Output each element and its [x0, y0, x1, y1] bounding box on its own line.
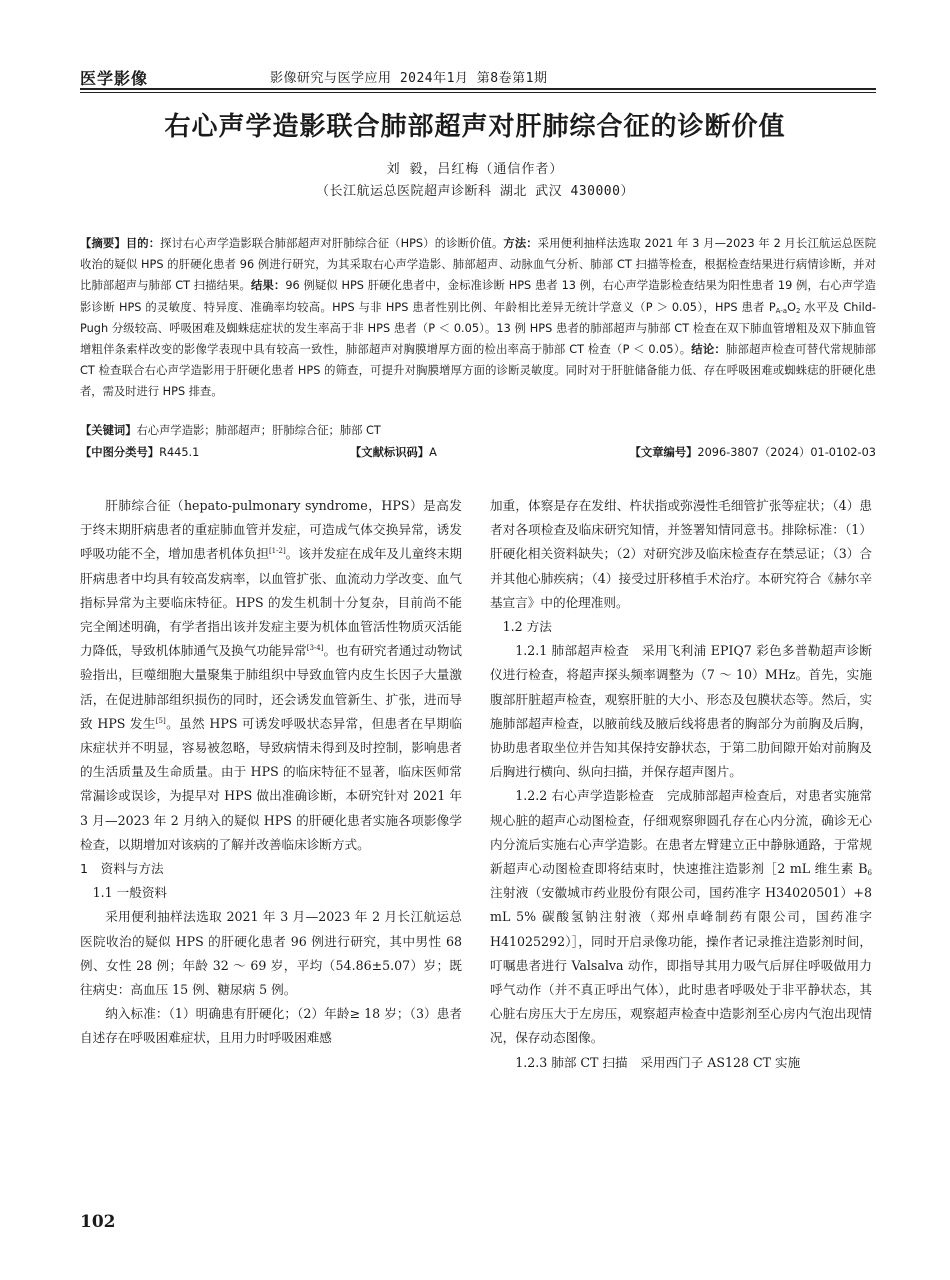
keywords-text: 右心声学造影；肺部超声；肝肺综合征；肺部 CT — [136, 424, 381, 437]
header-divider — [80, 88, 876, 90]
contrast-heading: 1.2.2 右心声学造影检查 — [515, 788, 655, 804]
journal-info: 影像研究与医学应用 2024年1月 第8卷第1期 — [270, 71, 548, 86]
abstract-purpose: 探讨右心声学造影联合肺部超声对肝肺综合征（HPS）的诊断价值。 — [160, 237, 504, 250]
abstract-results-p1: P ＞ 0.05） — [645, 300, 704, 314]
abstract-methods-label: 方法： — [503, 237, 538, 250]
ct-heading: 1.2.3 肺部 CT 扫描 — [515, 1054, 628, 1070]
abstract-results-1: 96 例疑似 HPS 肝硬化患者中，金标准诊断 HPS 患者 13 例，右心声学造影检查结果为阳性患者 19 例，右心声学造影诊断 HPS 的灵敏度、特异度、准确率均较高。HPS 与非 HPS 患者性别比例、年龄相比差异无统计学意义（ — [80, 279, 876, 314]
abstract-results-4: 水平及 Child-Pugh 分级较高、呼吸困难及蜘蛛痣症状的发生率高于非 HPS 患者（P ＜ 0.05）。13 例 HPS 患者的肺部超声与肺部 CT 检查在双下肺血管增粗及双下肺血管增粗伴条索样改变的影像学表现中具有较高一致性，肺部超声对胸膜增厚方面的检出率高于肺部 CT 检查（P ＜ 0.05）。 — [80, 300, 876, 357]
an-label: 【文章编号】 — [629, 446, 698, 459]
article-title: 右心声学造影联合肺部超声对肝肺综合征的诊断价值 — [164, 112, 786, 142]
abstract-results-2: ，HPS 患者 P — [703, 300, 776, 314]
ct-text: 采用西门子 AS128 CT 实施 — [640, 1054, 801, 1070]
dc-label: 【文献标识码】 — [350, 446, 430, 459]
abstract-conclusion: 肺部超声检查可替代常规肺部 CT 检查联合右心声学造影用于肝硬化患者 HPS 的筛查，可提升对胸膜增厚方面的诊断灵敏度。同时对于肝脏储备能力低、存在呼吸困难或蜘蛛痣的肝硬化患者，需及时进行 HPS 排查。 — [80, 343, 876, 399]
abstract-label: 【摘要】 — [80, 237, 126, 250]
subsection-heading-general: 1.1 一般资料 — [92, 885, 168, 901]
abstract-results-sub2: 2 — [796, 306, 801, 315]
clc-number — [80, 444, 199, 460]
abstract-results-sub: A-a — [775, 306, 788, 315]
lung-us-heading: 1.2.1 肺部超声检查 — [515, 643, 630, 659]
intro-text-2: 。该并发症在成年及儿童终末期肝病患者中均具有较高发病率，以血管扩张、血流动力学改变、血气指标异常为主要临床特征。HPS 的发生机制十分复杂，目前尚不能完全阐述明确，有学者指出该并发症主要为机体血管活性物质灭活能力降低，导致机体肺通气及换气功能异常 — [80, 546, 463, 659]
general-paragraph: 采用便利抽样法选取 2021 年 3 月—2023 年 2 月长江航运总医院收治的疑似 HPS 的肝硬化患者 96 例进行研究，其中男性 68 例、女性 28 例；年龄 32 ～ 69 岁，平均（54.86±5.07）岁；既往病史：高血压 15 例、糖尿病 5 例。 — [80, 909, 462, 998]
clc-label: 【中图分类号】 — [80, 446, 160, 459]
intro-paragraph — [80, 494, 462, 857]
lung-us-paragraph — [490, 639, 872, 784]
article-affiliation: （长江航运总医院超声诊断科 湖北 武汉 430000） — [316, 184, 634, 199]
abstract-methods: 采用便利抽样法选取 2021 年 3 月—2023 年 2 月长江航运总医院收治的疑似 HPS 的肝硬化患者 96 例进行研究，为其采取右心声学造影、肺部超声、动脉血气分析、肺部 CT 扫描等检查，根据检查结果进行病情诊断，并对比肺部超声与肺部 CT 扫描结果。 — [80, 237, 876, 293]
article-number — [630, 444, 876, 460]
citation-ref: [5] — [155, 716, 166, 725]
abstract-results-label: 结果： — [251, 279, 286, 293]
lung-us-text: 采用飞利浦 EPIQ7 彩色多普勒超声诊断仪进行检查，将超声探头频率调整为（7 ～ 10）MHz。首先，实施腹部肝脏超声检查，观察肝脏的大小、形态及包膜状态等。然后，实施肺部超声检查，以腋前线及腋后线将患者的胸部分为前胸及后胸，协助患者取坐位并告知其保持安静状态，于第二肋间隙开始对前胸及后胸进行横向、纵向扫描，并保存超声图片。 — [490, 643, 872, 780]
article-authors: 刘 毅，吕红梅（通信作者） — [386, 162, 564, 177]
contrast-sub: 6 — [867, 869, 872, 878]
page-number: 102 — [80, 1212, 116, 1232]
abstract — [80, 233, 876, 403]
intro-text-1: 肝肺综合征（hepato-pulmonary syndrome，HPS）是高发于终末期肝病患者的重症肺血管并发症，可造成气体交换异常，诱发呼吸功能不全，增加患者机体负担 — [80, 498, 462, 562]
section-heading-materials: 1 资料与方法 — [80, 861, 164, 877]
clc-value: R445.1 — [159, 446, 200, 459]
body-column-right — [490, 494, 872, 1075]
inclusion-continued: 加重，体察是存在发绀、杵状指或弥漫性毛细管扩张等症状；（4）患者对各项检查及临床研究知情，并签署知情同意书。排除标准：（1）肝硬化相关资料缺失；（2）对研究涉及临床检查存在禁忌证；（3）合并其他心肺疾病；（4）接受过肝移植手术治疗。本研究符合《赫尔辛基宣言》中的伦理准则。 — [490, 498, 872, 610]
keywords-label: 【关键词】 — [80, 424, 137, 437]
contrast-text-2: 注射液（安徽城市药业股份有限公司，国药准字 H34020501）+8 mL 5% 碳酸氢钠注射液（郑州卓峰制药有限公司，国药准字 H41025292）］，同时开启录像功能，操作者记录推注造影剂时间，叮嘱患者进行 Valsalva 动作，即指导其用力吸气后屏住呼吸做用力呼气动作（并不真正呼出气体），此时患者呼吸处于非平静状态，其心脏右房压大于左房压，观察超声检查中造影剂至心房内气泡出现情况，保存动态图像。 — [490, 885, 872, 1046]
citation-ref: [3-4] — [306, 644, 324, 653]
intro-text-4: 。虽然 HPS 可诱发呼吸状态异常，但患者在早期临床症状并不明显，容易被忽略，导致病情未得到及时控制，影响患者的生活质量及生命质量。由于 HPS 的临床特征不显著，临床医师常常漏诊或误诊，为提早对 HPS 做出准确诊断，本研究针对 2021 年 3 月—2023 年 2 月纳入的疑似 HPS 的肝硬化患者实施各项影像学检查，以期增加对该病的了解并改善临床诊断方式。 — [80, 715, 463, 852]
contrast-paragraph — [490, 784, 872, 1050]
subsection-heading-methods: 1.2 方法 — [502, 619, 552, 635]
dc-value: A — [429, 446, 437, 459]
body-column-left — [80, 494, 462, 1051]
document-code — [350, 444, 437, 460]
keywords — [80, 422, 876, 438]
intro-text-3: 。也有研究者通过动物试验指出，巨噬细胞大量聚集于肺组织中导致血管内皮生长因子大量激活，在促进肺部组织损伤的同时，还会诱发血管新生、扩张，进而导致 HPS 发生 — [80, 643, 463, 731]
section-label: 医学影像 — [80, 69, 149, 88]
header-divider-thin — [80, 92, 876, 93]
ct-paragraph — [490, 1051, 872, 1075]
abstract-results-3: O — [787, 300, 796, 314]
citation-ref: [1-2] — [268, 547, 286, 556]
an-value: 2096-3807（2024）01-0102-03 — [697, 446, 876, 459]
abstract-purpose-label: 目的： — [125, 237, 161, 250]
abstract-conclusion-label: 结论： — [691, 343, 726, 357]
contrast-text-1: 完成肺部超声检查后，对患者实施常规心脏的超声心动图检查，仔细观察卵圆孔存在心内分流，确诊无心内分流后实施右心声学造影。在患者左臂建立正中静脉通路，于常规新超声心动图检查即将结束时，快速推注造影剂［2 mL 维生素 B — [490, 788, 873, 877]
inclusion-paragraph: 纳入标准：（1）明确患有肝硬化；（2）年龄≥ 18 岁；（3）患者自述存在呼吸困难症状，且用力时呼吸困难感 — [80, 1006, 462, 1046]
